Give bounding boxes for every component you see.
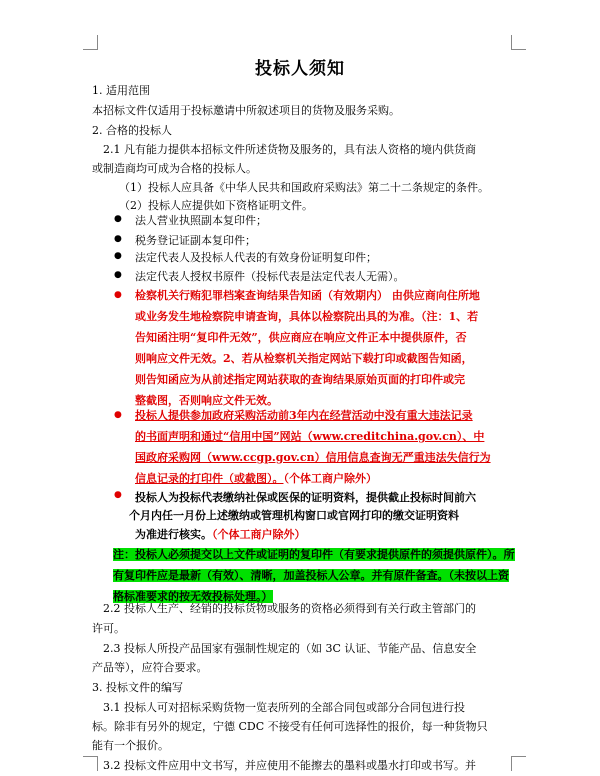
crop-mark-bottom-right — [511, 756, 526, 771]
bullet-icon: ● — [114, 270, 122, 280]
para-2-1-line-1: 2.1 凡有能力提供本招标文件所述货物及服务的，具有法人资格的境内供货商 — [103, 143, 476, 156]
section-1-text: 本招标文件仅适用于投标邀请中所叙述项目的货物及服务采购。 — [92, 104, 400, 117]
red-item-2-line-2: 的书面声明和通过“信用中国”网站（www.creditchina.gov.cn）、中 — [135, 430, 485, 443]
bold-item-3-line-2: 个月内任一月份上述缴纳或管理机构窗口或官网打印的缴交证明资料 — [129, 509, 459, 522]
bullet-icon: ● — [114, 234, 122, 244]
bullet-icon: ● — [114, 214, 122, 224]
red-item-2-line-1: 投标人提供参加政府采购活动前3年内在经营活动中没有重大违法记录 — [135, 409, 473, 422]
bullet-icon: ● — [114, 410, 122, 420]
bullet-icon: ● — [114, 490, 122, 500]
condition-1: （1）投标人应具备《中华人民共和国政府采购法》第二十二条规定的条件。 — [119, 181, 489, 194]
section-2-heading: 2. 合格的投标人 — [92, 124, 172, 137]
para-3-1-line-3: 能有一个报价。 — [92, 739, 169, 752]
bold-item-3-line-3 — [135, 526, 306, 544]
section-1-heading: 1. 适用范围 — [92, 84, 150, 97]
para-2-1-line-2: 或制造商均可成为合格的投标人。 — [92, 162, 257, 175]
para-2-3-line-2: 产品等），应符合要求。 — [92, 661, 208, 674]
red-item-1-line-1: 检察机关行贿犯罪档案查询结果告知函（有效期内） 由供应商向住所地 — [135, 289, 480, 302]
para-3-2-line-1: 3.2 投标文件应用中文书写，并应使用不能擦去的墨料或墨水打印或书写。并 — [103, 759, 476, 772]
para-3-1-line-2: 标。除非有另外的规定，宁德 CDC 不接受有任何可选择性的报价，每一种货物只 — [92, 720, 488, 733]
para-3-1-line-1: 3.1 投标人可对招标采购货物一览表所列的全部合同包或部分合同包进行投 — [103, 701, 465, 714]
red-item-1-line-4: 则响应文件无效。2、若从检察机关指定网站下载打印或截图告知函， — [135, 352, 473, 365]
red-item-2-exception: （个体工商户除外） — [283, 472, 377, 485]
bullet-icon: ● — [114, 290, 122, 300]
red-item-2-line-4 — [135, 468, 377, 489]
list-item: 税务登记证副本复印件； — [135, 234, 256, 247]
para-2-3-line-1: 2.3 投标人所投产品国家有强制性规定的（如 3C 认证、节能产品、信息安全 — [103, 642, 477, 655]
para-2-2-line-2: 许可。 — [92, 622, 125, 635]
red-item-1-line-6: 整截图，否则响应文件无效。 — [135, 394, 278, 407]
list-item: 法人营业执照副本复印件； — [135, 214, 267, 227]
note-text-red: 并有原件备查。 — [371, 569, 449, 582]
para-2-2-line-1: 2.2 投标人生产、经销的投标货物或服务的资格必须得到有关行政主管部门的 — [103, 602, 476, 615]
bold-item-3-text: 为准进行核实。 — [135, 528, 212, 541]
highlighted-note — [113, 543, 515, 606]
section-3-heading: 3. 投标文件的编写 — [92, 681, 183, 694]
bullet-icon: ● — [114, 251, 122, 261]
crop-mark-top-left — [83, 35, 98, 50]
condition-2: （2）投标人应提供如下资格证明文件。 — [119, 199, 313, 212]
red-item-1-line-2: 或业务发生地检察院申请查询，具体以检察院出具的为准。（注：1、若 — [135, 310, 479, 323]
crop-mark-top-right — [511, 35, 526, 50]
page-title: 投标人须知 — [255, 59, 345, 79]
note-text-black-2: （未按以上资格标准要求的按无效投标处理。） — [113, 569, 509, 603]
red-item-1-line-3: 告知函注明“复印件无效”，供应商应在响应文件正本中提供原件，否 — [135, 331, 467, 344]
red-item-2-line-4-text: 信息记录的打印件（或截图）。 — [135, 472, 284, 485]
list-item: 法定代表人及投标人代表的有效身份证明复印件； — [135, 251, 377, 264]
bold-item-3-exception: （个体工商户除外） — [212, 528, 306, 541]
list-item: 法定代表人授权书原件（投标代表是法定代表人无需）。 — [135, 270, 405, 283]
crop-mark-bottom-left — [83, 756, 98, 771]
red-item-2-line-3: 国政府采购网（www.ccgp.gov.cn）信用信息查询无严重违法失信行为 — [135, 451, 491, 464]
note-text-black-1: 注：投标人必须提交以上文件或证明的复印件（有要求提供原件的须提供原件）。所有复印件应是最新（有效）、清晰，加盖投标人公章。 — [113, 548, 515, 582]
red-item-1-line-5: 则告知函应为从前述指定网站获取的查询结果原始页面的打印件或完 — [135, 373, 465, 386]
bold-item-3-line-1: 投标人为投标代表缴纳社保或医保的证明资料，提供截止投标时间前六 — [135, 491, 476, 504]
